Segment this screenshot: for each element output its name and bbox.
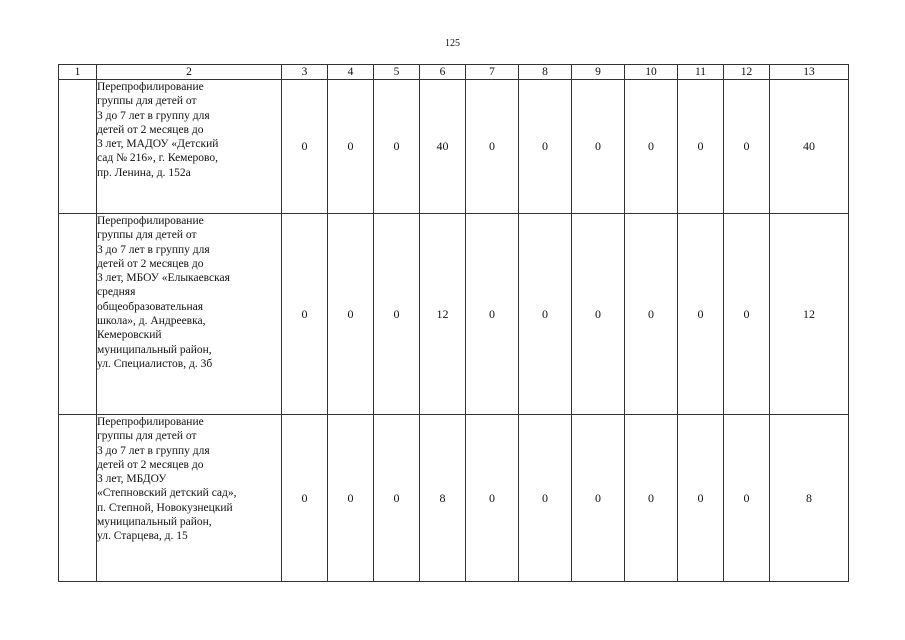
value-cell: 0 — [519, 80, 572, 214]
table-row — [59, 214, 849, 415]
column-header-2: 2 — [97, 65, 282, 80]
value-cell: 0 — [625, 415, 678, 582]
value-cell: 0 — [724, 214, 770, 415]
column-header-11: 11 — [678, 65, 724, 80]
value-cell: 0 — [466, 214, 519, 415]
column-header-9: 9 — [572, 65, 625, 80]
value-cell: 0 — [328, 214, 374, 415]
page-number: 125 — [445, 38, 460, 49]
column-header-8: 8 — [519, 65, 572, 80]
row-description: Перепрофилирование группы для детей от 3 до 7 лет в группу для детей от 2 месяцев до 3 лет, МБОУ «Елыкаевская средняя общеобразовательная школа», д. Андреевка, Кемеровский муниципальный район, ул. Специалистов, д. 3б — [97, 214, 282, 415]
value-cell: 0 — [328, 415, 374, 582]
table-row — [59, 80, 849, 214]
value-cell: 0 — [678, 80, 724, 214]
value-cell: 0 — [519, 415, 572, 582]
row-number-cell — [59, 415, 97, 582]
value-cell: 0 — [282, 415, 328, 582]
column-header-12: 12 — [724, 65, 770, 80]
value-cell: 0 — [282, 214, 328, 415]
value-cell: 0 — [466, 415, 519, 582]
row-description: Перепрофилирование группы для детей от 3 до 7 лет в группу для детей от 2 месяцев до 3 лет, МАДОУ «Детский сад № 216», г. Кемерово, пр. Ленина, д. 152а — [97, 80, 282, 214]
value-cell: 0 — [572, 214, 625, 415]
value-cell: 0 — [374, 214, 420, 415]
value-cell: 0 — [374, 80, 420, 214]
header-row — [59, 65, 849, 80]
column-header-6: 6 — [420, 65, 466, 80]
row-number-cell — [59, 214, 97, 415]
value-cell: 12 — [420, 214, 466, 415]
value-cell: 0 — [724, 80, 770, 214]
row-description: Перепрофилирование группы для детей от 3 до 7 лет в группу для детей от 2 месяцев до 3 лет, МБДОУ «Степновский детский сад», п. Степной, Новокузнецкий муниципальный район, ул. Старцева, д. 15 — [97, 415, 282, 582]
table-row — [59, 415, 849, 582]
value-cell: 0 — [519, 214, 572, 415]
value-cell: 0 — [678, 214, 724, 415]
column-header-7: 7 — [466, 65, 519, 80]
value-cell: 0 — [374, 415, 420, 582]
column-header-3: 3 — [282, 65, 328, 80]
value-cell: 8 — [420, 415, 466, 582]
value-cell: 0 — [625, 80, 678, 214]
value-cell: 0 — [572, 80, 625, 214]
value-cell: 0 — [572, 415, 625, 582]
value-cell: 0 — [466, 80, 519, 214]
data-table — [58, 64, 849, 582]
column-header-4: 4 — [328, 65, 374, 80]
value-cell: 0 — [328, 80, 374, 214]
value-cell: 0 — [678, 415, 724, 582]
row-number-cell — [59, 80, 97, 214]
column-header-13: 13 — [770, 65, 849, 80]
column-header-10: 10 — [625, 65, 678, 80]
total-cell: 40 — [770, 80, 849, 214]
total-cell: 12 — [770, 214, 849, 415]
value-cell: 0 — [724, 415, 770, 582]
column-header-5: 5 — [374, 65, 420, 80]
column-header-1: 1 — [59, 65, 97, 80]
value-cell: 40 — [420, 80, 466, 214]
value-cell: 0 — [625, 214, 678, 415]
value-cell: 0 — [282, 80, 328, 214]
total-cell: 8 — [770, 415, 849, 582]
